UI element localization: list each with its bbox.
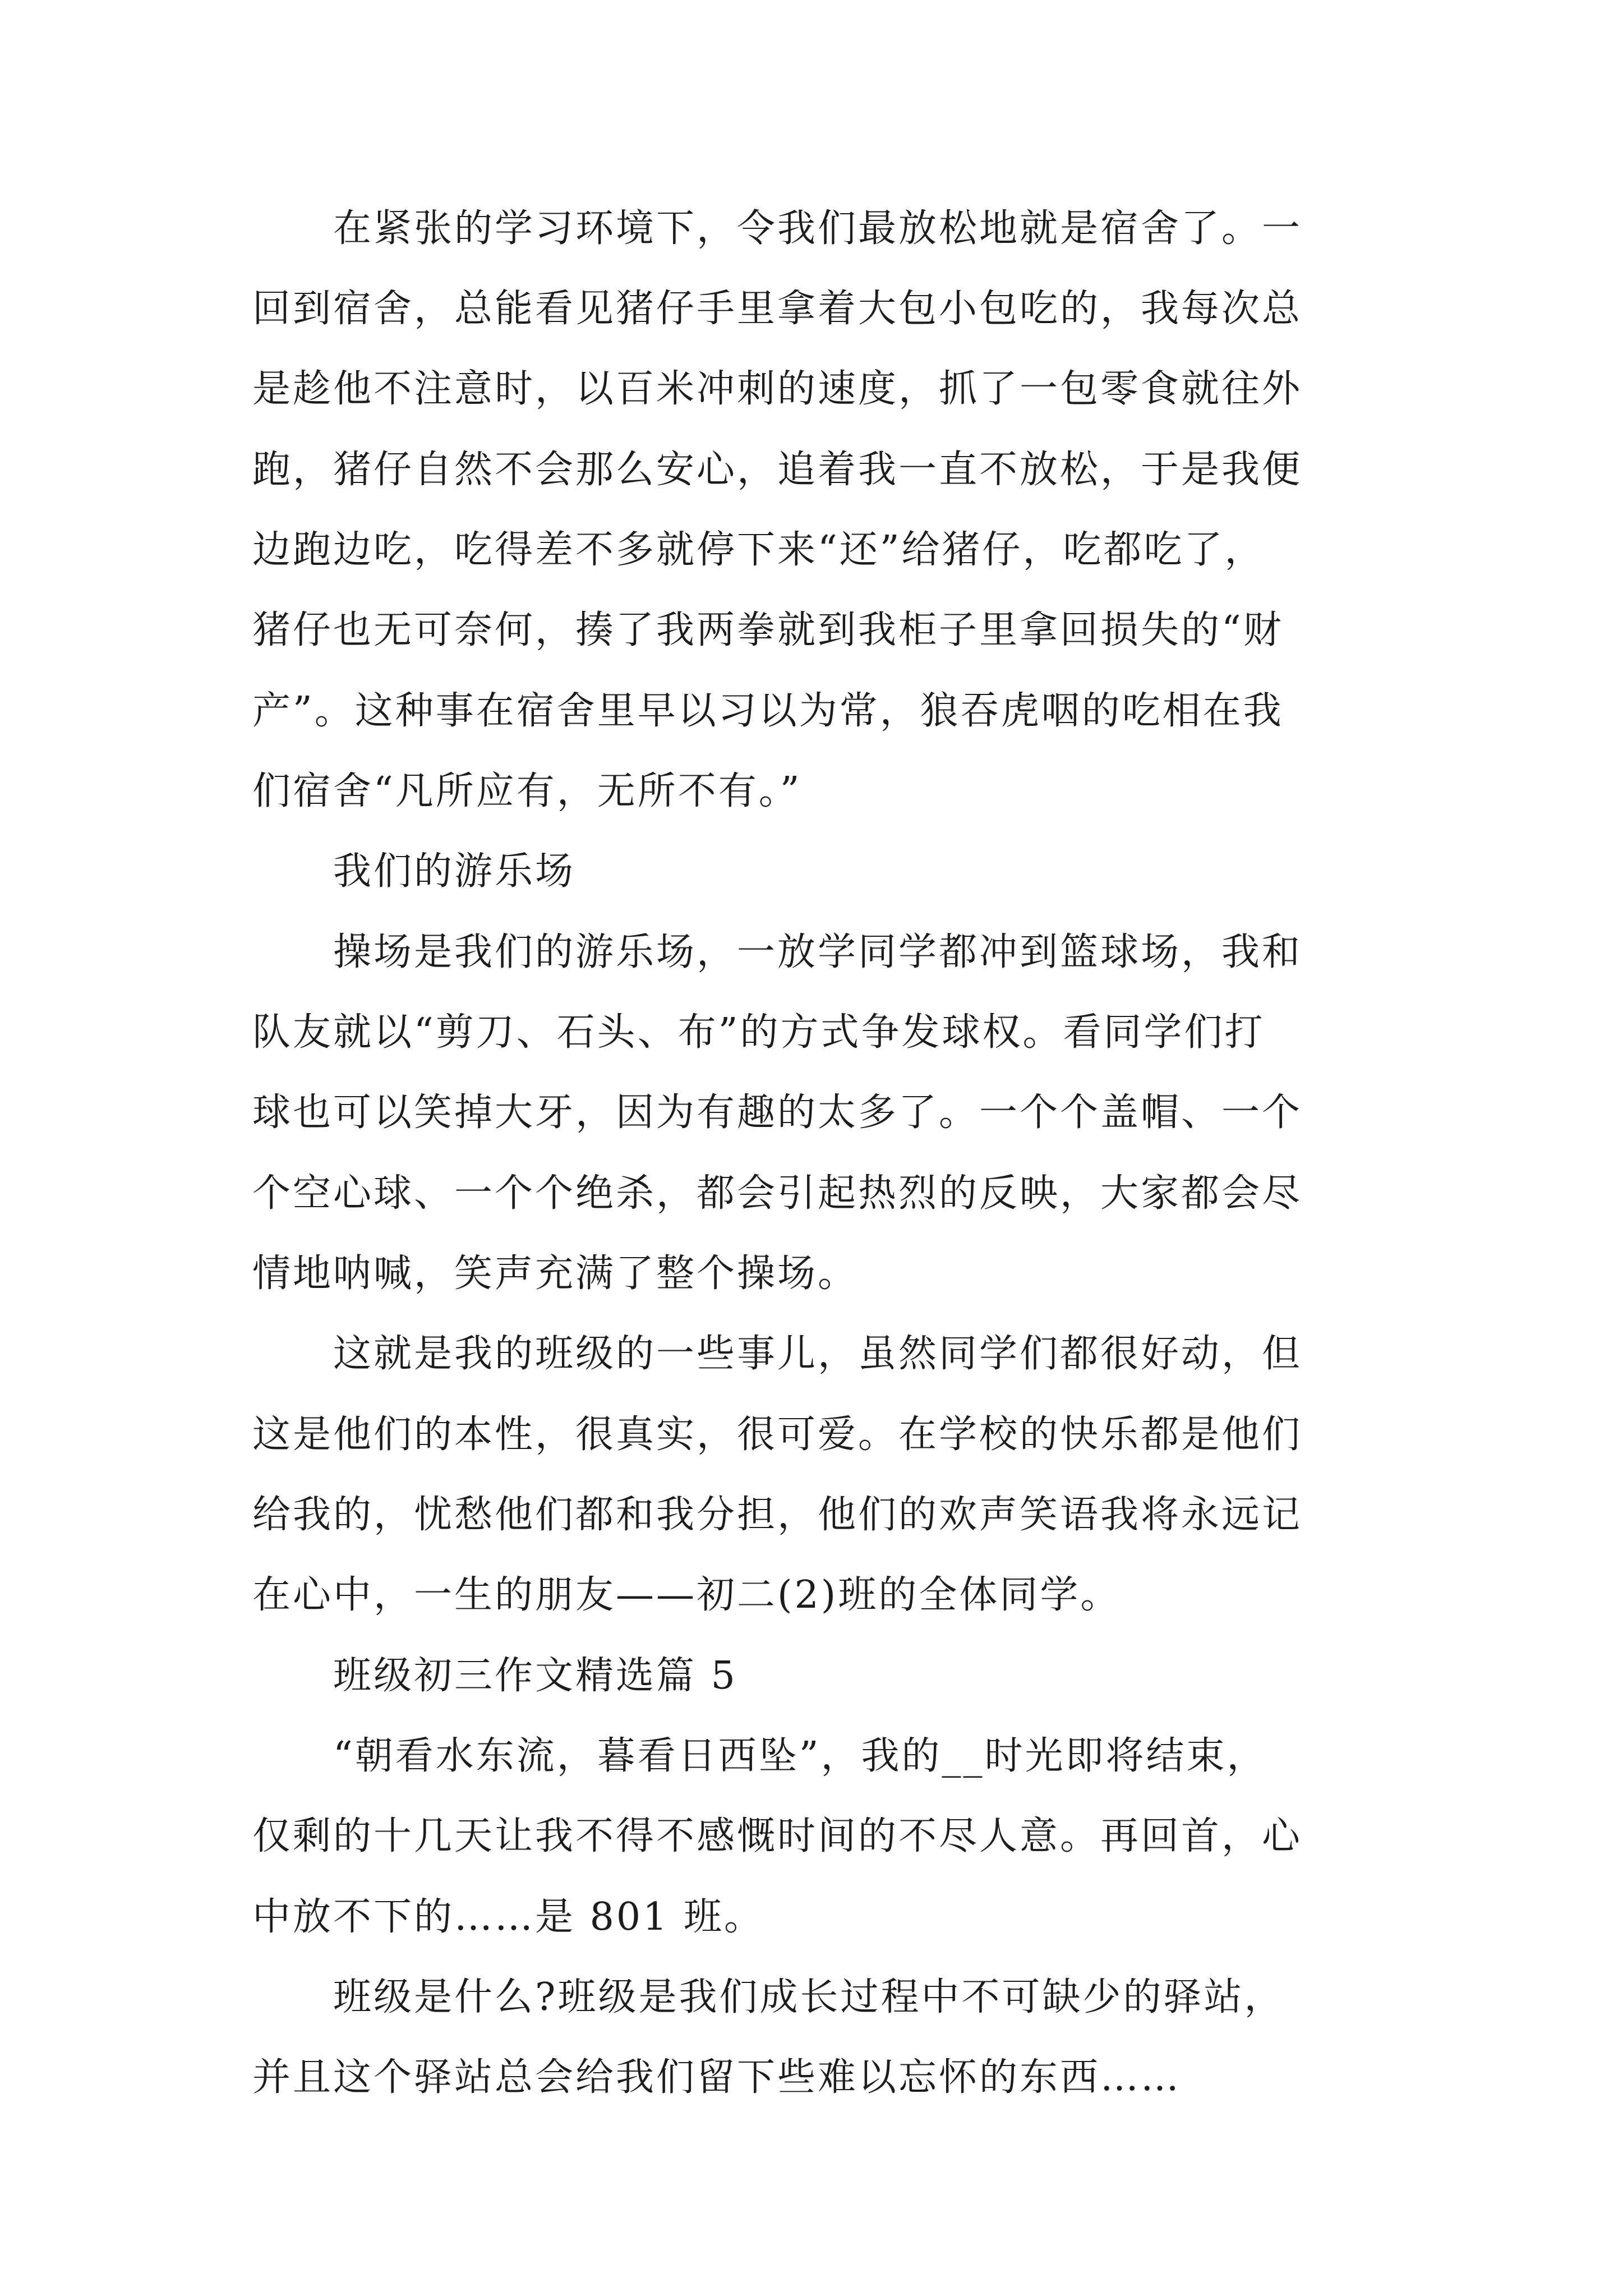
text-line: 在心中，一生的朋友——初二(2)班的全体同学。 — [252, 1573, 1121, 1617]
text-line: “朝看水东流，暮看日西坠”，我的__时光即将结束， — [252, 1734, 1267, 1778]
text-line: 球也可以笑掉大牙，因为有趣的太多了。一个个盖帽、一个 — [252, 1091, 1303, 1135]
text-line: 们宿舍“凡所应有，无所不有。” — [252, 769, 802, 813]
text-line: 给我的，忧愁他们都和我分担，他们的欢声笑语我将永远记 — [252, 1493, 1303, 1537]
text-line: 在紧张的学习环境下，令我们最放松地就是宿舍了。一 — [252, 206, 1303, 251]
text-line: 班级是什么?班级是我们成长过程中不可缺少的驿站， — [252, 1975, 1285, 2019]
text-line: 边跑边吃，吃得差不多就停下来“还”给猪仔，吃都吃了， — [252, 528, 1265, 572]
text-line: 情地呐喊，笑声充满了整个操场。 — [252, 1251, 859, 1296]
text-line: 中放不下的……是 801 班。 — [252, 1895, 765, 1939]
text-line: 这是他们的本性，很真实，很可爱。在学校的快乐都是他们 — [252, 1412, 1303, 1457]
text-line: 是趁他不注意时，以百米冲刺的速度，抓了一包零食就往外 — [252, 367, 1303, 411]
text-line: 猪仔也无可奈何，揍了我两拳就到我柜子里拿回损失的“财 — [252, 608, 1284, 652]
text-line: 产”。这种事在宿舍里早以习以为常，狼吞虎咽的吃相在我 — [252, 689, 1284, 733]
section-heading: 我们的游乐场 — [252, 849, 576, 894]
text-line: 并且这个驿站总会给我们留下些难以忘怀的东西…… — [252, 2055, 1182, 2100]
text-line: 这就是我的班级的一些事儿，虽然同学们都很好动，但 — [252, 1332, 1303, 1376]
text-line: 个空心球、一个个绝杀，都会引起热烈的反映，大家都会尽 — [252, 1171, 1303, 1216]
text-line: 跑，猪仔自然不会那么安心，追着我一直不放松，于是我便 — [252, 448, 1303, 492]
text-line: 回到宿舍，总能看见猪仔手里拿着大包小包吃的，我每次总 — [252, 287, 1303, 331]
text-line: 队友就以“剪刀、石头、布”的方式争发球权。看同学们打 — [252, 1010, 1265, 1055]
text-line: 仅剩的十几天让我不得不感慨时间的不尽人意。再回首，心 — [252, 1814, 1303, 1858]
text-line: 操场是我们的游乐场，一放学同学都冲到篮球场，我和 — [252, 930, 1303, 974]
section-heading: 班级初三作文精选篇 5 — [252, 1654, 737, 1698]
